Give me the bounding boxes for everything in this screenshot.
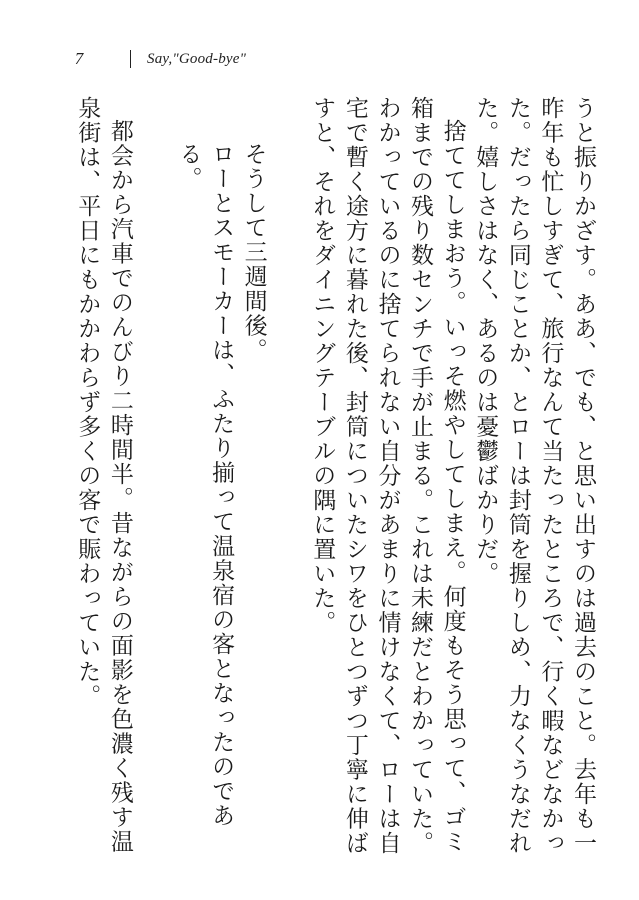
section-break-2	[136, 96, 172, 856]
paragraph-4: ローとスモーカーは、ふたり揃って温泉宿の客となったのである。	[175, 142, 235, 828]
running-header	[70, 44, 246, 74]
paragraph-5: 都会から汽車でのんびり二時間半。昔ながらの面影を色濃く残す温泉街は、平日にもかかわらず多くの客で賑わっていた。	[74, 96, 133, 854]
paragraph-1: うと振りかざす。ああ、でも、と思い出すのは過去のこと。去年も一昨年も忙しすぎて、旅行なんて当たったところで、行く暇などなかった。だったら同じことか、とローは封筒を握りしめ、力なくうなだれた。嬉しさはなく、あるのは憂鬱ばかりだ。	[472, 96, 596, 856]
header-divider	[130, 50, 131, 68]
vertical-body-text	[67, 96, 599, 856]
paragraph-3: そうして三週間後。	[240, 142, 267, 363]
section-break	[270, 96, 306, 856]
page-number: 7	[74, 49, 84, 68]
paragraph-2: 捨ててしまおう。いっそ燃やしてしまえ。何度もそう思って、ゴミ箱までの残り数センチで手が止まる。これは未練だとわかっていた。わかっているのに捨てられない自分があまりに情けなくて、ローは自宅で暫く途方に暮れた後、封筒についたシワをひとつずつ丁寧に伸ばすと、それをダイニングテーブルの隅に置いた。	[309, 96, 466, 856]
chapter-title: Say,"Good-bye"	[147, 50, 247, 67]
